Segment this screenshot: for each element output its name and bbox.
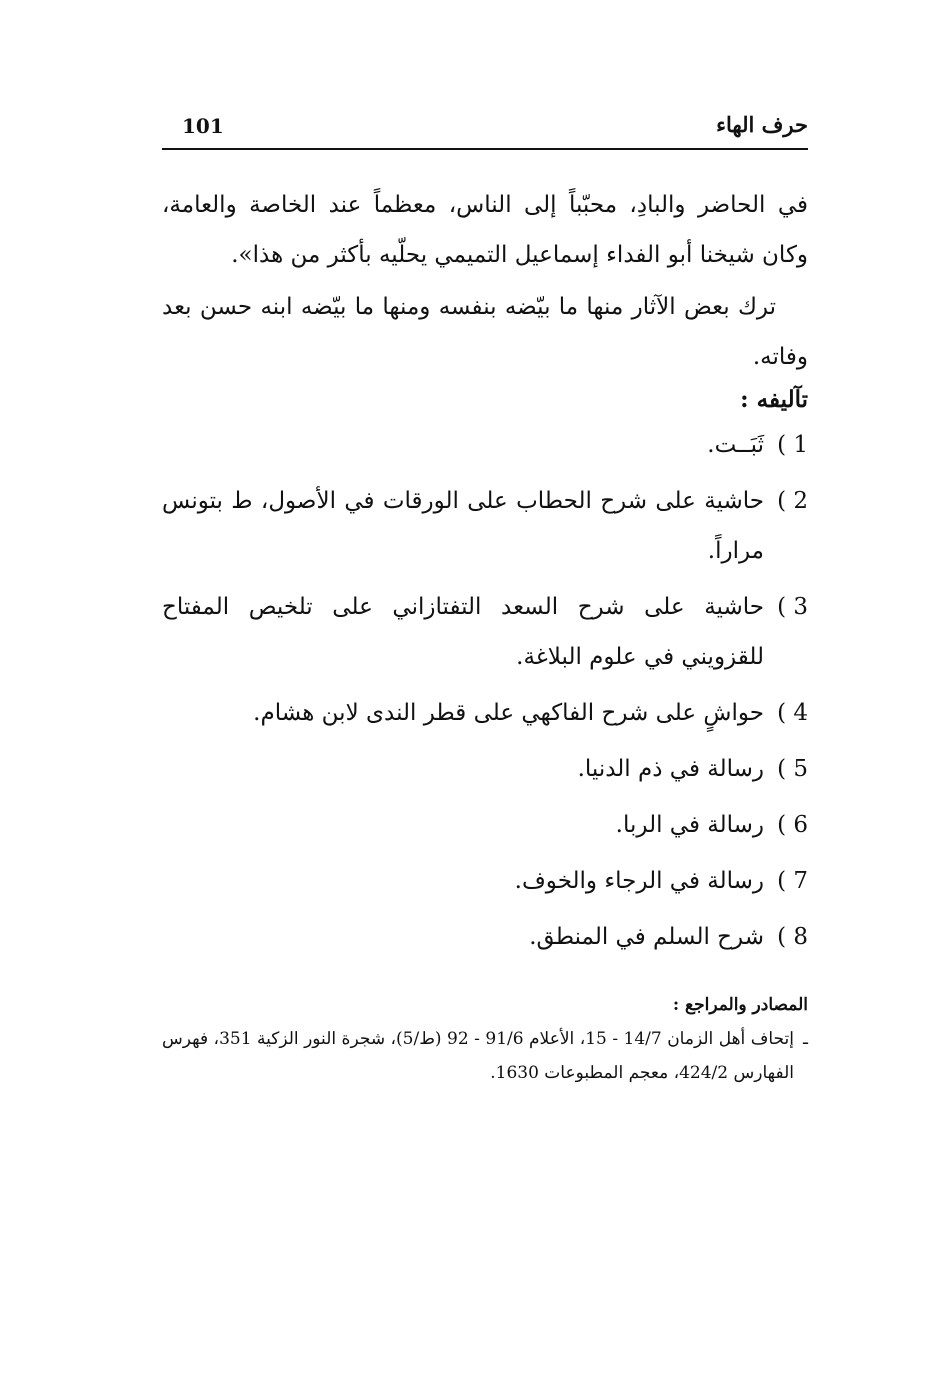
works-list-item bbox=[162, 582, 808, 682]
work-number: 2 ) bbox=[777, 488, 808, 514]
page-number: 101 bbox=[182, 114, 224, 138]
works-list-item bbox=[162, 420, 808, 470]
work-title: رسالة في ذم الدنيا. bbox=[577, 756, 764, 782]
sources-dash: ـ bbox=[803, 1029, 808, 1049]
works-list-item bbox=[162, 688, 808, 738]
works-list-item bbox=[162, 912, 808, 962]
work-title: ثَبَــت. bbox=[707, 432, 764, 458]
work-title: رسالة في الرجاء والخوف. bbox=[514, 868, 764, 894]
works-list bbox=[162, 420, 808, 968]
work-number: 1 ) bbox=[777, 432, 808, 458]
work-number: 6 ) bbox=[777, 812, 808, 838]
works-section-title: تآليفه : bbox=[740, 386, 808, 413]
work-number: 3 ) bbox=[777, 594, 808, 620]
work-number: 7 ) bbox=[777, 868, 808, 894]
page-header bbox=[162, 112, 808, 150]
body-paragraph-1: في الحاضر والبادِ، محبّباً إلى الناس، معظماً عند الخاصة والعامة، وكان شيخنا أبو الفداء إسماعيل التميمي يحلّيه بأكثر من هذا». bbox=[162, 192, 808, 268]
sources-section bbox=[162, 988, 808, 1090]
sources-entry bbox=[162, 1022, 808, 1090]
works-list-item bbox=[162, 800, 808, 850]
work-number: 5 ) bbox=[777, 756, 808, 782]
works-list-item bbox=[162, 856, 808, 906]
work-title: حاشية على شرح السعد التفتازاني على تلخيص المفتاح للقزويني في علوم البلاغة. bbox=[162, 594, 764, 670]
work-title: رسالة في الربا. bbox=[615, 812, 764, 838]
work-number: 4 ) bbox=[777, 700, 808, 726]
sources-title: المصادر والمراجع : bbox=[672, 995, 808, 1015]
body-paragraph-2: ترك بعض الآثار منها ما بيّضه بنفسه ومنها ما بيّضه ابنه حسن بعد وفاته. bbox=[162, 294, 808, 370]
work-title: حاشية على شرح الحطاب على الورقات في الأصول، ط بتونس مراراً. bbox=[162, 488, 764, 564]
works-list-item bbox=[162, 744, 808, 794]
work-title: شرح السلم في المنطق. bbox=[529, 924, 764, 950]
sources-text: إتحاف أهل الزمان 14/7 - 15، الأعلام 91/6 - 92 (ط/5)، شجرة النور الزكية 351، فهرس الفهارس 424/2، معجم المطبوعات 1630. bbox=[162, 1029, 794, 1083]
work-number: 8 ) bbox=[777, 924, 808, 950]
running-head: حرف الهاء bbox=[716, 112, 808, 137]
works-list-item bbox=[162, 476, 808, 576]
work-title: حواشٍ على شرح الفاكهي على قطر الندى لابن هشام. bbox=[253, 700, 764, 726]
